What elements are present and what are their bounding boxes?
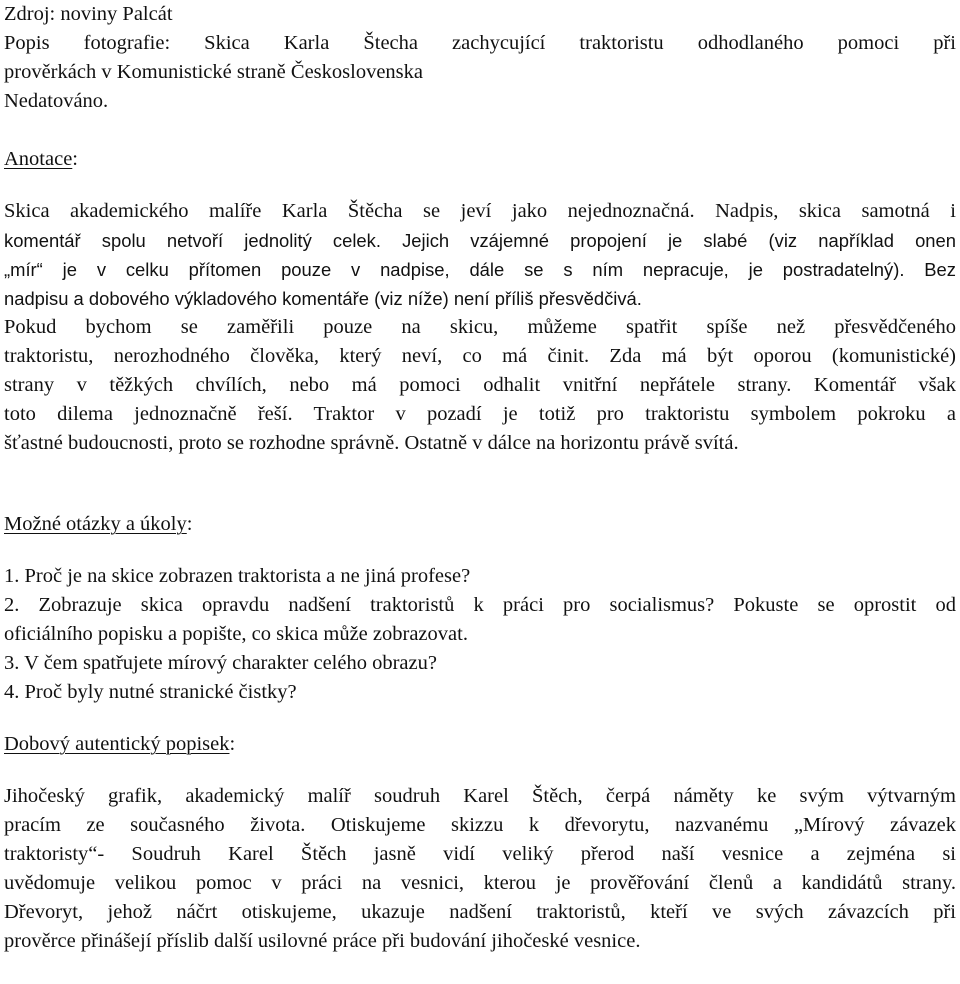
annotation-line: nadpisu a dobového výkladového komentáře (viz níže) není příliš přesvědčivá. [4,288,642,309]
period-caption-line: pracím ze současného života. Otiskujeme skizzu k dřevorytu, nazvanému „Mírový závazek [4,814,956,836]
annotation-heading-row [4,145,956,174]
spacer [4,487,956,510]
annotation-line: strany v těžkých chvílích, nebo má pomoci odhalit vnitřní nepřátele strany. Komentář však [4,374,956,396]
photo-description-line: prověrkách v Komunistické straně Československa [4,61,424,83]
period-caption-line: Dřevoryt, jehož náčrt otiskujeme, ukazuje nadšení traktoristů, kteří ve svých závazcích při [4,901,956,923]
question-item: 2. Zobrazuje skica opravdu nadšení traktoristů k práci pro socialismus? Pokuste se oprostit od [4,594,956,616]
question-item: 3. V čem spatřujete mírový charakter celého obrazu? [4,652,437,674]
annotation-line: komentář spolu netvoří jednolitý celek. Jejich vzájemné propojení je slabé (viz například onen [4,230,956,251]
questions-heading-row [4,510,956,539]
annotation-line: Pokud bychom se zaměřili pouze na skicu, můžeme spatřit spíše než přesvědčeného [4,316,956,338]
annotation-heading: Anotace [4,148,73,170]
annotation-line: šťastné budoucnosti, proto se rozhodne správně. Ostatně v dálce na horizontu právě svítá. [4,432,739,454]
period-caption-line: uvědomuje velikou pomoc v práci na vesnici, kterou je prověřování členů a kandidátů strany. [4,872,956,894]
source-line: Zdroj: noviny Palcát [4,3,173,25]
period-caption-heading: Dobový autentický popisek [4,733,230,755]
annotation-line: toto dilema jednoznačně řeší. Traktor v pozadí je totiž pro traktoristu symbolem pokroku a [4,403,956,425]
annotation-line: Skica akademického malíře Karla Štěcha se jeví jako nejednoznačná. Nadpis, skica samotná i [4,200,956,222]
annotation-line: „mír“ je v celku přítomen pouze v nadpise, dále se s ním nepracuje, je postradatelný). Bez [4,259,956,280]
question-item-continuation: oficiálního popisku a popište, co skica může zobrazovat. [4,623,468,645]
spacer [4,759,956,782]
spacer [4,458,956,487]
period-caption-line: Jihočeský grafik, akademický malíř soudruh Karel Štěch, čerpá náměty ke svým výtvarným [4,785,956,807]
period-caption-line: prověrce přinášejí příslib další usilovné práce při budování jihočeské vesnice. [4,930,641,952]
spacer [4,116,956,145]
heading-colon: : [186,513,193,535]
photo-description-line: Popis fotografie: Skica Karla Štecha zachycující traktoristu odhodlaného pomoci při [4,32,956,54]
question-item: 4. Proč byly nutné stranické čistky? [4,681,297,703]
heading-colon: : [72,148,78,170]
spacer [4,707,956,730]
date-note: Nedatováno. [4,90,109,112]
question-item: 1. Proč je na skice zobrazen traktorista a ne jiná profese? [4,565,471,587]
annotation-line: traktoristu, nerozhodného člověka, který neví, co má činit. Zda má být oporou (komunistické) [4,345,956,367]
heading-colon: : [229,733,236,755]
period-caption-heading-row [4,730,956,759]
period-caption-line: traktoristy“- Soudruh Karel Štěch jasně vidí veliký přerod naší vesnice a zejména si [4,843,956,865]
spacer [4,539,956,562]
spacer [4,174,956,197]
questions-heading: Možné otázky a úkoly [4,513,187,535]
